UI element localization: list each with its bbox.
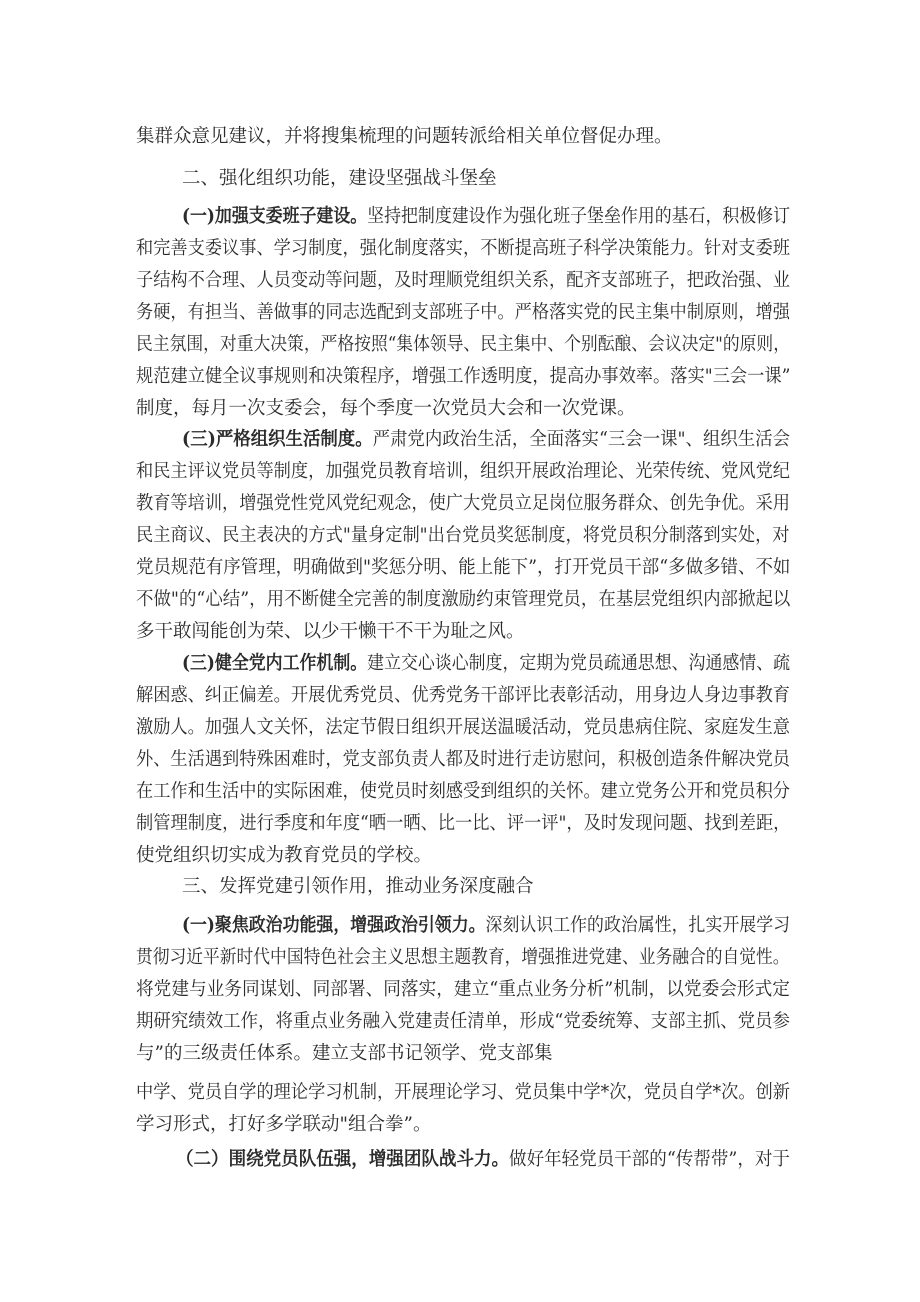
paragraph-2-1-line: 子结构不合理、人员变动等问题，及时理顺党组织关系，配齐支部班子，把政治强、业 bbox=[136, 270, 791, 291]
paragraph-2-3-line: 教育等培训，增强党性党风党纪观念，使广大党员立足岗位服务群众、创先争优。采用 bbox=[136, 493, 791, 514]
paragraph-2-3b-line: (三)健全党内工作机制。建立交心谈心制度，定期为党员疏通思想、沟通感情、疏 bbox=[182, 653, 791, 674]
paragraph-lead: (一)加强支委班子建设。 bbox=[182, 206, 368, 227]
paragraph-2-3b-line: 外、生活遇到特殊困难时，党支部负责人都及时进行走访慰问，积极创造条件解决党员 bbox=[136, 749, 791, 770]
paragraph-lead: （二）围绕党员队伍强，增强团队战斗力。 bbox=[176, 1149, 510, 1170]
paragraph-2-1-line: 民主氛围，对重大决策，严格按照“集体领导、民主集中、个别酝酿、会议决定"的原则， bbox=[136, 334, 791, 355]
paragraph-3-1-line: 贯彻习近平新时代中国特色社会主义思想主题教育，增强推进党建、业务融合的自觉性。 bbox=[136, 947, 790, 968]
paragraph-3-1-line: 期研究绩效工作，将重点业务融入党建责任清单，形成“党委统筹、支部主抓、党员参 bbox=[136, 1011, 790, 1032]
paragraph-2-3b-line: 制管理制度，进行季度和年度“晒一晒、比一比、评一评"，及时发现问题、找到差距， bbox=[136, 813, 791, 834]
paragraph-2-3b-line: 激励人。加强人文关怀，法定节假日组织开展送温暖活动，党员患病住院、家庭发生意 bbox=[136, 717, 791, 738]
paragraph-2-3-line: 和民主评议党员等制度，加强党员教育培训，组织开展政治理论、光荣传统、党风党纪 bbox=[136, 461, 791, 482]
paragraph-3-2-line: （二）围绕党员队伍强，增强团队战斗力。做好年轻党员干部的“传帮带”，对于 bbox=[176, 1149, 790, 1170]
paragraph-3-1-line: 学习形式，打好多学联动"组合拳”。 bbox=[136, 1114, 432, 1135]
paragraph-lead: (三)严格组织生活制度。 bbox=[182, 429, 373, 450]
paragraph-2-3b-line: 使党组织切实成为教育党员的学校。 bbox=[136, 845, 433, 866]
paragraph-2-3b-line: 解困惑、纠正偏差。开展优秀党员、优秀党务干部评比表彰活动，用身边人身边事教育 bbox=[136, 685, 791, 706]
paragraph-2-1-line: 务硬，有担当、善做事的同志选配到支部班子中。严格落实党的民主集中制原则，增强 bbox=[136, 302, 791, 323]
intro-tail-line: 集群众意见建议，并将搜集梳理的问题转派给相关单位督促办理。 bbox=[136, 126, 673, 147]
paragraph-3-1-line: (一)聚焦政治功能强，增强政治引领力。深刻认识工作的政治属性，扎实开展学习 bbox=[182, 915, 791, 936]
paragraph-2-3-line: (三)严格组织生活制度。严肃党内政治生活，全面落实“三会一课"、组织生活会 bbox=[182, 429, 791, 450]
paragraph-2-3b-line: 在工作和生活中的实际困难，使党员时刻感受到组织的关怀。建立党务公开和党员积分 bbox=[136, 781, 791, 802]
paragraph-2-3-line: 民主商议、民主表决的方式"量身定制"出台党员奖惩制度，将党员积分制落到实处，对 bbox=[136, 525, 790, 546]
paragraph-3-1-line: 将党建与业务同谋划、同部署、同落实，建立“重点业务分析”机制，以党委会形式定 bbox=[136, 979, 790, 1000]
paragraph-3-1-line: 与”的三级责任体系。建立支部书记领学、党支部集 bbox=[136, 1043, 553, 1064]
paragraph-2-1-line: 规范建立健全议事规则和决策程序，增强工作透明度，提高办事效率。落实"三会一课” bbox=[136, 366, 791, 387]
paragraph-lead: (一)聚焦政治功能强，增强政治引领力。 bbox=[182, 915, 486, 936]
paragraph-lead: (三)健全党内工作机制。 bbox=[182, 653, 368, 674]
paragraph-2-1-line: (一)加强支委班子建设。坚持把制度建设作为强化班子堡垒作用的基石，积极修订 bbox=[182, 206, 791, 227]
paragraph-3-1-line: 中学、党员自学的理论学习机制，开展理论学习、党员集中学*次，党员自学*次。创新 bbox=[136, 1082, 791, 1103]
section-3-heading: 三、发挥党建引领作用，推动业务深度融合 bbox=[182, 876, 534, 897]
paragraph-2-1-line: 制度，每月一次支委会，每个季度一次党员大会和一次党课。 bbox=[136, 398, 636, 419]
paragraph-2-1-line: 和完善支委议事、学习制度，强化制度落实，不断提高班子科学决策能力。针对支委班 bbox=[136, 238, 791, 259]
paragraph-2-3-line: 多干敢闯能创为荣、以少干懒干不干为耻之风。 bbox=[136, 621, 525, 642]
section-2-heading: 二、强化组织功能，建设坚强战斗堡垒 bbox=[182, 168, 497, 189]
paragraph-2-3-line: 不做"的“心结”，用不断健全完善的制度激励约束管理党员，在基层党组织内部掀起以 bbox=[136, 589, 791, 610]
paragraph-2-3-line: 党员规范有序管理，明确做到"奖惩分明、能上能下”，打开党员干部“多做多错、不如 bbox=[136, 557, 791, 578]
